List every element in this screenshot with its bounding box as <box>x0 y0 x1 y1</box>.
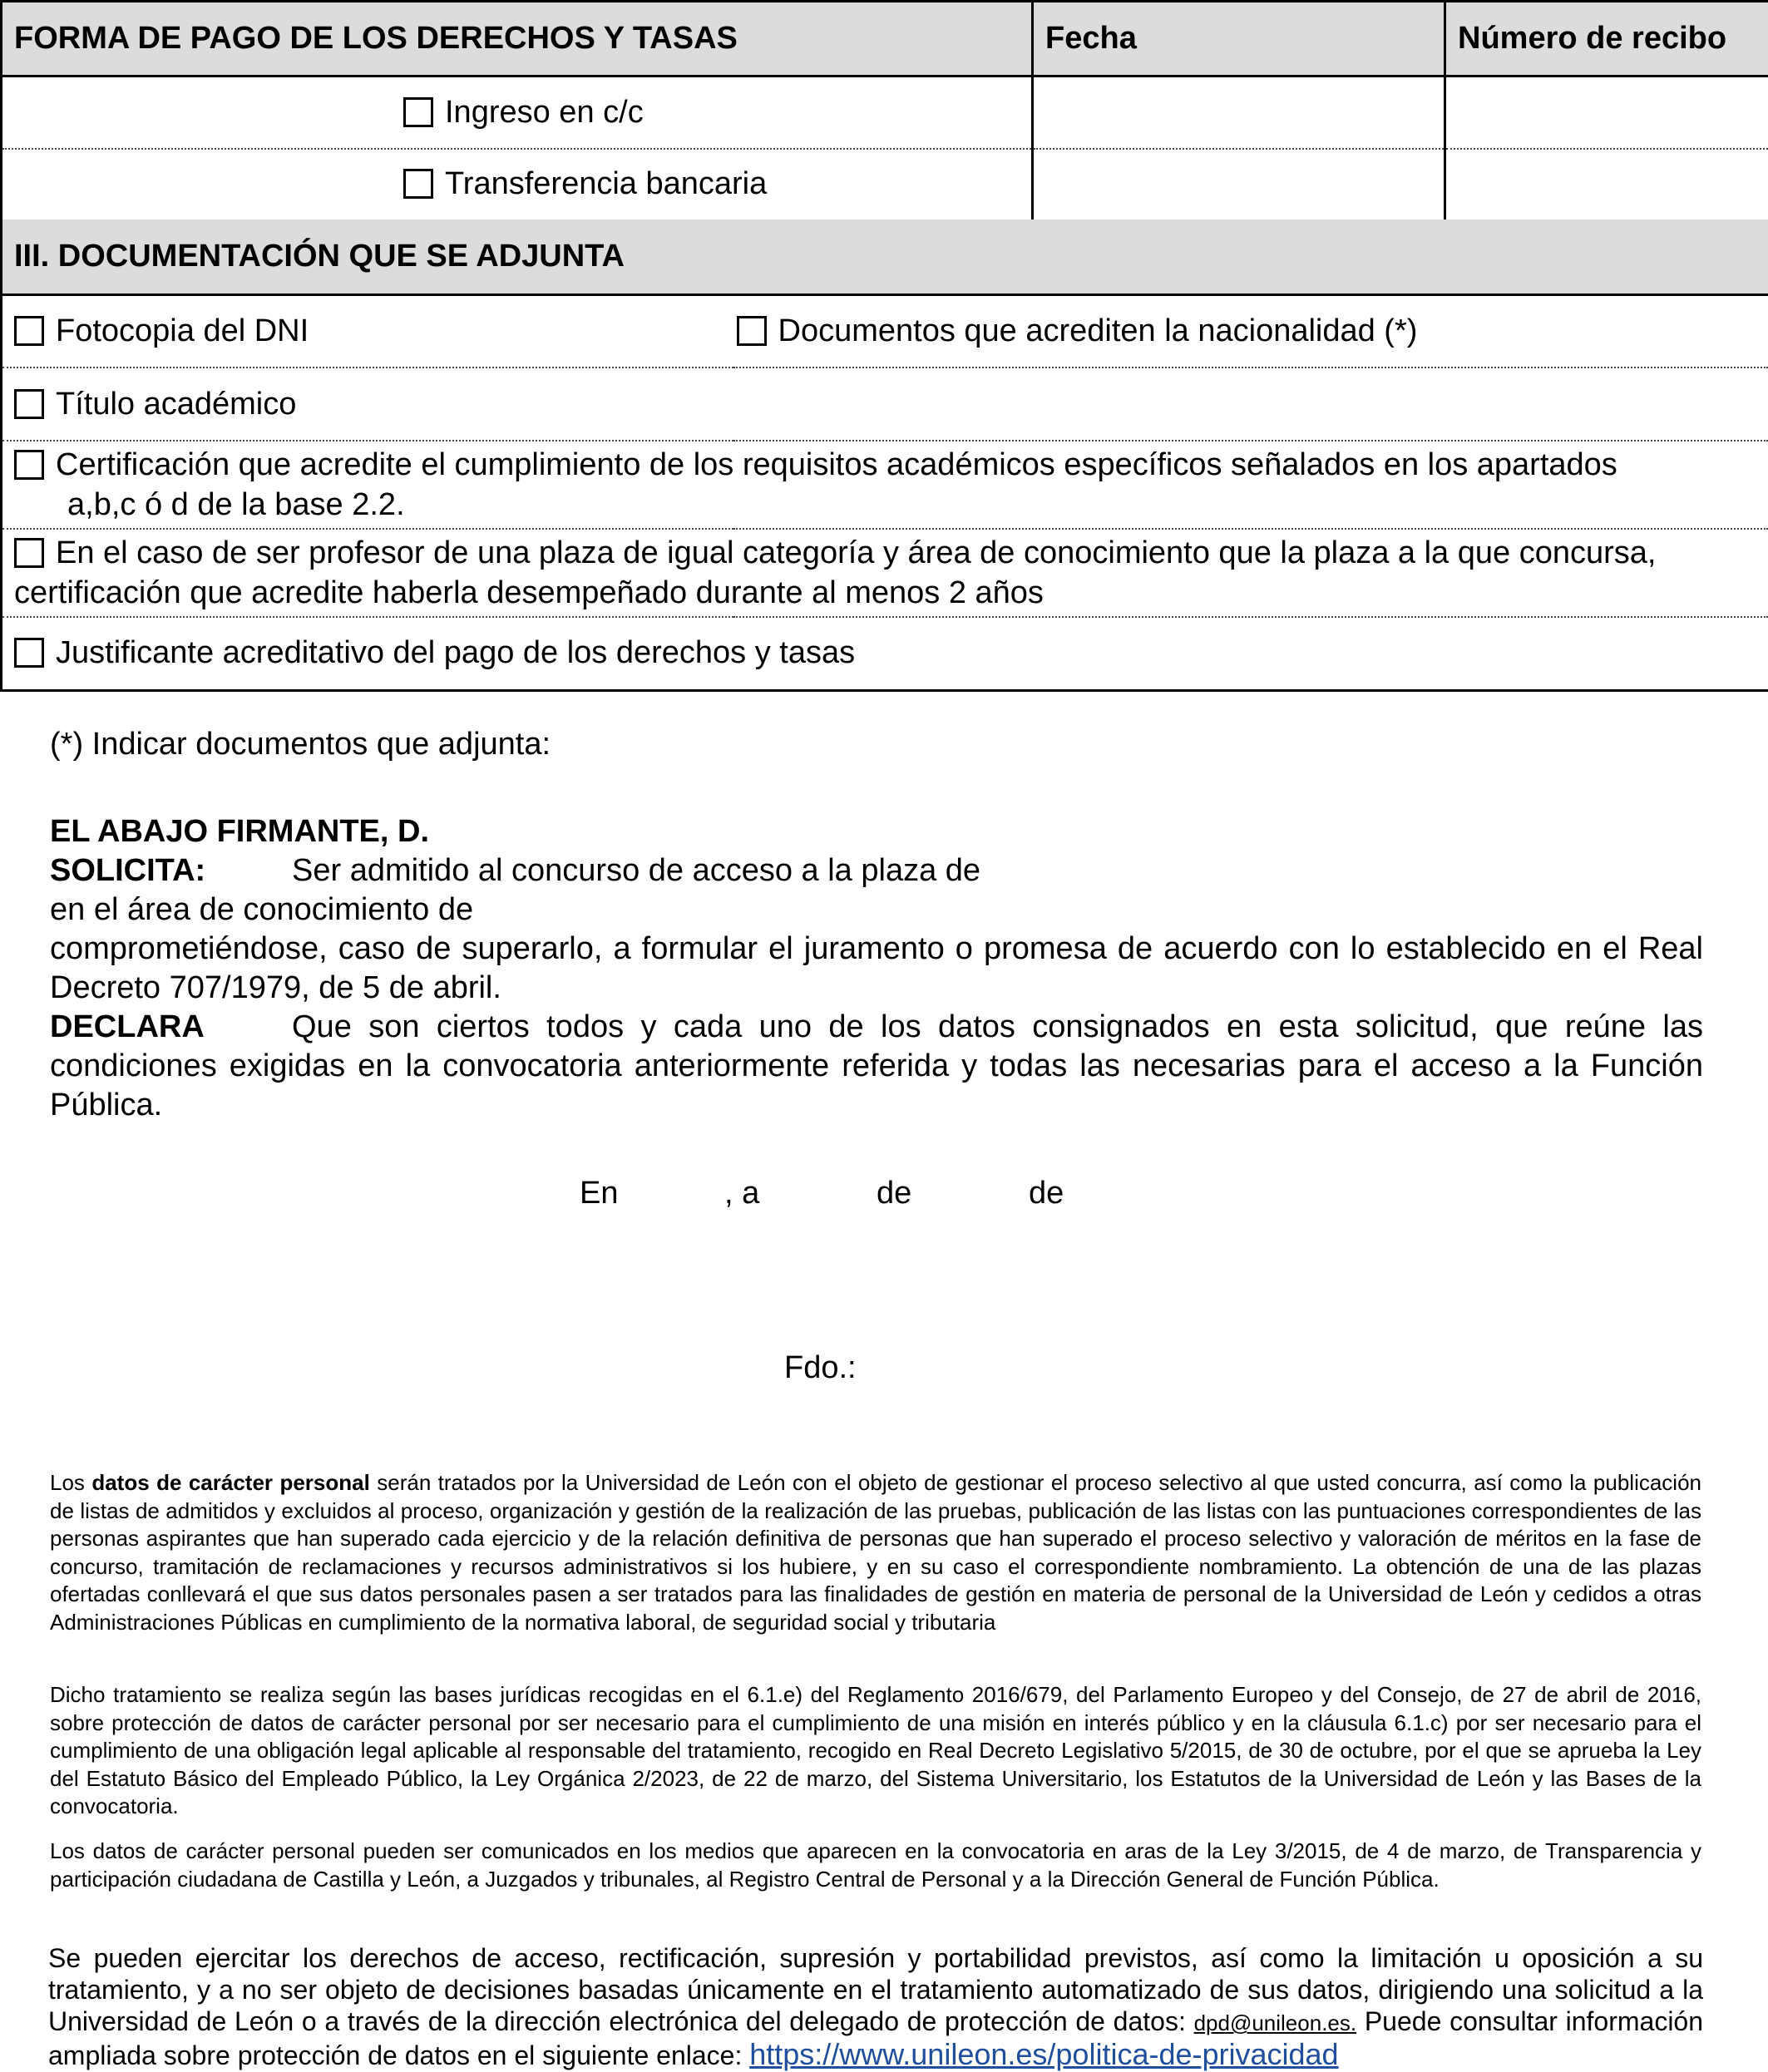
signer-line: EL ABAJO FIRMANTE, D. <box>50 814 430 849</box>
privacy-p4-after: Puede consultar información ampliada sobre protección de datos en el siguiente enlace: <box>48 2006 1704 2070</box>
doc-nationality[interactable] <box>737 313 1418 348</box>
privacy-p1-intro: Los <box>50 1470 85 1495</box>
documentation-row <box>2 529 1768 617</box>
checkbox-bank-transfer[interactable] <box>403 169 433 199</box>
documentation-table <box>0 220 1768 692</box>
documentation-row <box>2 441 1768 529</box>
checkbox-dni[interactable] <box>14 316 44 346</box>
privacy-policy-link[interactable]: https://www.unileon.es/politica-de-privacidad <box>749 2037 1339 2071</box>
bank-transfer-date-cell[interactable] <box>1033 149 1445 221</box>
privacy-paragraph-4 <box>48 1942 1703 2071</box>
declara-text: Que son ciertos todos y cada uno de los datos consignados en esta solicitud, que reúne las condiciones exigidas en la convocatoria anteriormente referida y todas las necesarias para el acceso a la Función Pública. <box>50 1009 1703 1122</box>
payment-option-row <box>2 149 1768 221</box>
doc-proof-payment-label: Justificante acreditativo del pago de los derechos y tasas <box>56 635 856 671</box>
checkbox-nationality[interactable] <box>737 316 767 346</box>
privacy-p1-bold: datos de carácter personal <box>91 1470 370 1495</box>
date-de-label-2: de <box>1029 1176 1064 1211</box>
doc-certification[interactable] <box>2 441 1768 529</box>
request-block <box>50 812 1703 1125</box>
bank-deposit-receipt-cell[interactable] <box>1445 76 1768 149</box>
place-label: En <box>580 1176 619 1211</box>
doc-certification-line2: a,b,c ó d de la base 2.2. <box>67 487 405 522</box>
doc-professor[interactable] <box>2 529 1768 617</box>
checkbox-certification[interactable] <box>14 450 44 480</box>
option-bank-deposit[interactable] <box>403 95 644 130</box>
date-a-label: , a <box>724 1176 760 1211</box>
date-de-label-1: de <box>877 1176 912 1211</box>
bank-transfer-receipt-cell[interactable] <box>1445 149 1768 221</box>
payment-table <box>0 0 1768 222</box>
signature-label: Fdo.: <box>784 1350 857 1385</box>
doc-dni[interactable] <box>14 313 309 348</box>
doc-nationality-label: Documentos que acrediten la nacionalidad (*) <box>778 313 1418 348</box>
checkbox-professor[interactable] <box>14 538 44 568</box>
option-bank-transfer-label: Transferencia bancaria <box>445 166 768 202</box>
date-column-header: Fecha <box>1033 2 1445 76</box>
doc-professor-line1: En el caso de ser profesor de una plaza de igual categoría y área de conocimiento que la plaza a la que concursa, <box>56 535 1657 570</box>
doc-proof-payment[interactable] <box>14 635 855 670</box>
doc-dni-label: Fotocopia del DNI <box>56 313 309 348</box>
doc-professor-line2: certificación que acredite haberla desempeñado durante al menos 2 años <box>14 575 1044 610</box>
doc-degree-label: Título académico <box>56 386 297 422</box>
option-bank-transfer[interactable] <box>403 166 767 201</box>
checkbox-degree[interactable] <box>14 389 44 419</box>
documentation-row <box>2 617 1768 690</box>
documentation-header-row <box>2 220 1768 294</box>
payment-option-row <box>2 76 1768 149</box>
commitment-text: comprometiéndose, caso de superarlo, a formular el juramento o promesa de acuerdo con lo establecido en el Real Decreto 707/1979, de 5 de abril. <box>50 931 1703 1005</box>
privacy-paragraph-1 <box>50 1469 1701 1636</box>
solicita-line <box>50 851 1703 890</box>
payment-header-row <box>2 2 1768 76</box>
declara-paragraph <box>50 1008 1703 1125</box>
checkbox-bank-deposit[interactable] <box>403 97 433 127</box>
privacy-p4-text: Se pueden ejercitar los derechos de acceso, rectificación, supresión y portabilidad previstos, así como la limitación u oposición a su tratamiento, y a no ser objeto de decisiones basadas únicamente en el tratamiento automatizado de sus datos, dirigiendo una solicitud a la Universidad de León o a través de la dirección electrónica del delegado de protección de datos: <box>48 1943 1703 2036</box>
payment-title: FORMA DE PAGO DE LOS DERECHOS Y TASAS <box>2 2 1033 76</box>
doc-degree[interactable] <box>14 387 296 422</box>
area-line: en el área de conocimiento de <box>50 892 474 927</box>
documents-note: (*) Indicar documentos que adjunta: <box>50 727 551 762</box>
solicita-text: Ser admitido al concurso de acceso a la plaza de <box>292 853 981 888</box>
receipt-column-header: Número de recibo <box>1445 2 1768 76</box>
privacy-paragraph-2: Dicho tratamiento se realiza según las bases jurídicas recogidas en el 6.1.e) del Reglamento 2016/679, del Parlamento Europeo y del Consejo, de 27 de abril de 2016, sobre protección de datos de carácter personal por ser necesario para el cumplimiento de una misión en interés público y en la cláusula 6.1.c) por ser necesario para el cumplimiento de una obligación legal aplicable al responsable del tratamiento, recogido en Real Decreto Legislativo 5/2015, de 30 de octubre, por el que se aprueba la Ley del Estatuto Básico del Empleado Público, la Ley Orgánica 2/2023, de 22 de marzo, del Sistema Universitario, los Estatutos de la Universidad de León y las Bases de la convocatoria. <box>50 1682 1701 1818</box>
checkbox-proof-payment[interactable] <box>14 638 44 668</box>
documentation-row <box>2 294 1768 368</box>
privacy-paragraph-3: Los datos de carácter personal pueden ser comunicados en los medios que aparecen en la convocatoria en aras de la Ley 3/2015, de 4 de marzo, de Transparencia y participación ciudadana de Castilla y León, a Juzgados y tribunales, al Registro Central de Personal y a la Dirección General de Función Pública. <box>50 1838 1701 1892</box>
documentation-row <box>2 368 1768 441</box>
solicita-label: SOLICITA: <box>50 853 206 888</box>
doc-certification-line1: Certificación que acredite el cumplimiento de los requisitos académicos específicos señalados en los apartados <box>56 447 1617 482</box>
option-bank-deposit-label: Ingreso en c/c <box>445 94 644 130</box>
privacy-p1-rest: serán tratados por la Universidad de León con el objeto de gestionar el proceso selectivo al que usted concurra, así como la publicación de listas de admitidos y excluidos al proceso, organización y gestión de la realización de las pruebas, publicación de las listas con las puntuaciones correspondientes de las personas aspirantes que han superado cada ejercicio y de la relación definitiva de personas que han superado el proceso selectivo y valoración de méritos en la fase de concurso, tramitación de reclamaciones y recursos administrativos si los hubiere, y en su caso el correspondiente nombramiento. La obtención de una de las plazas ofertadas conllevará el que sus datos personales pasen a ser tratados para las finalidades de gestión en materia de personal de la Universidad de León y cedidos a otras Administraciones Públicas en cumplimiento de la normativa laboral, de seguridad social y tributaria <box>50 1470 1701 1635</box>
documentation-header: III. DOCUMENTACIÓN QUE SE ADJUNTA <box>2 220 1768 294</box>
dpo-email-link[interactable]: dpd@unileon.es. <box>1193 2010 1357 2035</box>
declara-label: DECLARA <box>50 1009 205 1044</box>
bank-deposit-date-cell[interactable] <box>1033 76 1445 149</box>
